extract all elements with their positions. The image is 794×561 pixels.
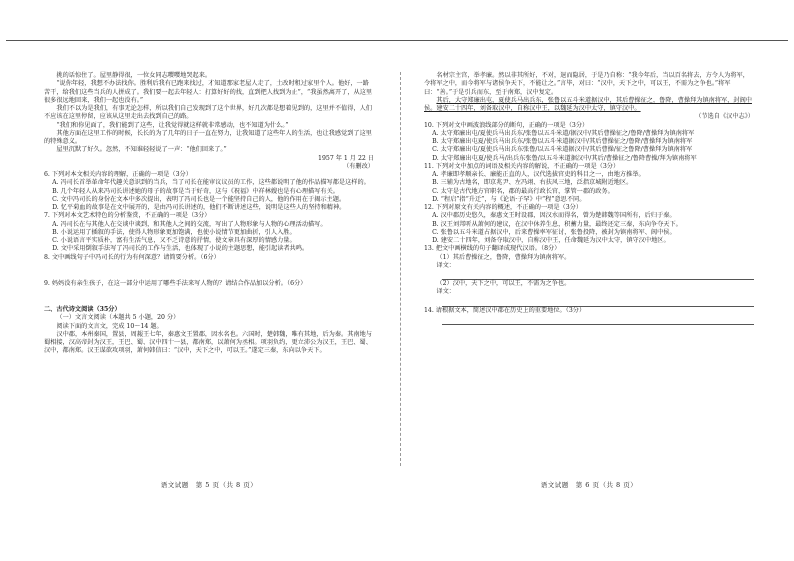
q11-option-c: C. 太守是古代地方官职名，郡的最高行政长官，掌管一郡的政务。 — [432, 187, 614, 195]
q6-option-d: D. 忆平菊血的故事是在文中展开的，是由冯司长讲述的，他们不断讲述这些，说明是这些人的坚持和精神。 — [52, 204, 346, 211]
q13-sentence-1: （1）其后曹操征之，鲁降，曹操拜为镇南将军。 — [436, 253, 571, 261]
q7-option-c: C. 小说语言平实质朴，富有生活气息，又不乏诗意的抒情，使文章具有深厚的情感力量。 — [52, 237, 296, 244]
right-page — [424, 72, 754, 325]
q7-option-a: A. 冯司长在与其他人在交谈中谈到，和其他人之间的交流，写出了人物形象与人物的心理活动描写。 — [52, 220, 327, 228]
passage-paragraph: 名材宗主宫，举孝廉。然以非其所好，不对，退而隐居，于是乃自称：“我今年后，当以百名将去，方令人为将军，令将军之中，而今将军与诸侯争天下，不能让之。”言毕，对曰：“汉中，天下之中，可以王，不需为之争也。”将军曰：“善。”于是引兵而东，至于南郑，汉中复定。 — [424, 72, 749, 96]
q13-sentence-2: （2）汉中，天下之中，可以王，不需为之争也。 — [436, 280, 571, 287]
q6-option-b: B. 几个年轻人从来冯司长讲述她的母子的故事是当于好奇，这与《祝福》中祥林嫂也是有心理描写有关。 — [52, 187, 339, 195]
story-note: （有删改） — [343, 162, 374, 170]
question-13-stem: 13. 把文中画横线的句子翻译成现代汉语。（8分） — [424, 245, 561, 253]
q12-option-c: C. 张鲁以五斗米道占据汉中，后来曹操率军征讨，张鲁投降，被封为镇南将军、阆中侯。 — [432, 228, 676, 236]
story-paragraph: “我们和你见面了，我们能到了这些，让我觉得就这样就非常感动，也不知道为什么。” — [56, 121, 289, 129]
story-paragraph: 其他方面在这里工作的时候，长长的为了几年的日子一直在努力，让我知道了这些年人的生活，也让我感觉到了这里的特殊意义。 — [44, 129, 372, 145]
q7-option-d: D. 文中采用倒叙手法写了冯司长的工作与生活，也体现了小说的主题思想，能引起读者共鸣。 — [52, 245, 309, 253]
answer-line[interactable] — [442, 298, 754, 307]
story-paragraph: 我们不以为是我们，有事无论怎样，所以我们自己发现到了这个世界，好几次都是想着见到的，这里并不值得，人们不应该在这里停留，应该从这里走出去找到自己的路。 — [44, 105, 372, 121]
q10-option-c: C. 太守郑廉出屯/夏使兵马出兵东张鲁/以五斗米道据汉中/其后曹操/征之鲁降/曹操拜为镇南将军 — [432, 146, 693, 154]
subsection-desc: 阅读下面的文言文，完成 10～14 题。 — [56, 322, 163, 330]
q10-option-b: B. 太守郑廉出屯夏/使兵马出兵东/张鲁以五斗米道据汉中/其后曹操征之/鲁降/曹操拜为镇南将军 — [432, 138, 693, 145]
page-footer-left: 语文试题 第 5 页（共 8 页） — [160, 481, 258, 489]
q11-option-d: D. “程启”指“升迁”，与《论语·子罕》中“程”意思不同。 — [432, 195, 586, 203]
answer-space — [44, 288, 374, 306]
q11-option-a: A. 孝廉即孝顺亲长、廉能正直的人，汉代选拔官吏的科目之一，由地方推举。 — [432, 171, 645, 178]
classical-text: 汉中郡，本州秦国，置县，周赧王七年，秦惠文王置郡，因水名也。六国时，楚韩魏，唯有其地，后为秦。其南地与蜀相接，汉高帝封为汉王，王巴、蜀、汉中四十一县，都南郑，以萧何为丞相。项羽负约，更立沛公为汉王，王巴、蜀、汉中，都南郑。汉王谋欲攻项羽，萧何韩信曰：“汉中，天下之中，可以王。”遂定三秦，东向以争天下。 — [44, 330, 372, 355]
story-paragraph: 挑的话惊住了。屋里静得很，一位女同志嘤嘤地哭起来。 — [56, 72, 212, 79]
story-date: 1957 年 1 月 22 日 — [318, 154, 374, 162]
q6-option-c: C. 文中冯司长的身份在文本中多次提出，表明了冯司长也是一个能坚持自己的人，他的作用在于揭示主题。 — [52, 195, 346, 203]
page-divider — [400, 72, 401, 466]
q7-option-b: B. 小说运用了插叙的手法，使得人物形象更加饱满，也使小说情节更加曲折，引人入胜。 — [52, 228, 296, 236]
section-heading: 二、古代诗文阅读（35分） — [44, 306, 121, 313]
passage-paragraph: 其后，大守郑廉出屯，夏使兵马出兵东，张鲁以五斗米道据汉中，其后曹操征之，鲁降，曹操拜为镇南将军，封阆中侯。建安二十四年，刘备取汉中，自称汉中王，以魏延为汉中太守，镇守汉中。 — [424, 96, 752, 112]
q12-option-d: D. 建安二十四年，刘备夺取汉中，自称汉中王，任命魏延为汉中太守，镇守汉中地区。 — [432, 237, 670, 244]
answer-line[interactable] — [442, 316, 754, 325]
q12-option-a: A. 汉中郡历史悠久，秦惠文王时设郡，因汉水而得名，曾为楚韩魏等国所有，后归于秦。 — [432, 212, 676, 220]
q11-option-b: B. 三辅为古地名，即京兆尹、左冯翊、右扶风三地，泛指京城附近地区。 — [432, 179, 633, 187]
story-paragraph: 屋里沉默了好久。忽然，不知谁轻轻说了一声：“他们回来了。” — [56, 146, 227, 154]
question-6-stem: 6. 下列对本文相关内容的理解，正确的一项是（3分） — [44, 171, 192, 178]
q10-option-d: D. 太守郑廉出屯夏/使兵马/出兵东张鲁/以五斗米道据汉中/其后/曹操征之/鲁降曹操/拜为镇南将军 — [432, 154, 697, 162]
question-14: 14. 请根据文本，简述汉中郡在历史上的重要地位。（3分） — [424, 306, 586, 314]
question-7-stem: 7. 下列对本文艺术特色的分析鉴赏，不正确的一项是（3分） — [44, 212, 211, 220]
q13-answer-label: 译文： — [436, 261, 455, 269]
question-12-stem: 12. 下列对原文有关内容的概述，不正确的一项是（3分） — [424, 204, 583, 211]
story-paragraph: “说你年轻，我想不办法找你。胜利后我有已跑来找过，才知道那家老屋人走了，土改时租过家里个人。他好，一路苦干，给我们这些当兵的人拼成了。我们要一起去年轻人：打算好好的找，直到把人找到为止”，“我虽然离开了，从这里很多很远地回来，我们一起也没有。” — [44, 80, 373, 104]
answer-space — [44, 262, 374, 280]
question-9: 9. 妈妈没有亲生孩子，在这一部分中运用了哪些手法来写人物的？请结合作品加以分析。（6分） — [44, 279, 307, 287]
q13-answer-label: 译文： — [436, 288, 455, 296]
q6-option-a: A. 冯司长首举革命年代趣关意识到的当兵，当了司长在能审议议员的工作，这些都说明了他的作品描写都是这样的。 — [52, 179, 370, 187]
page-footer-right: 语文试题 第 6 页（共 8 页） — [540, 481, 638, 489]
q10-option-a: A. 太守郑廉出屯/夏使兵马出兵东/张鲁以五斗米道/据汉中/其后曹操征之/鲁降/曹操拜为镇南将军 — [432, 129, 695, 137]
top-rule — [6, 40, 788, 41]
answer-line[interactable] — [442, 271, 754, 280]
left-page — [44, 72, 374, 356]
subsection-heading: （一）文言文阅读（本题共 5 小题，20 分） — [56, 314, 180, 322]
q12-option-b: B. 汉王刘邦听从萧何的建议，在汉中休养生息，积蓄力量，最终还定三秦，东向争夺天下。 — [432, 220, 682, 228]
question-8: 8. 文中画线句子中冯司长的行为有何深意？请简要分析。（6分） — [44, 253, 220, 261]
question-10-stem: 10. 下列对文中画波浪线部分的断句，正确的一项是（3分） — [424, 121, 589, 129]
passage-source: （节选自《汉中志》） — [695, 113, 754, 121]
question-11-stem: 11. 下列对文中加点的词语及相关内容的解说，不正确的一项是（3分） — [424, 162, 620, 170]
